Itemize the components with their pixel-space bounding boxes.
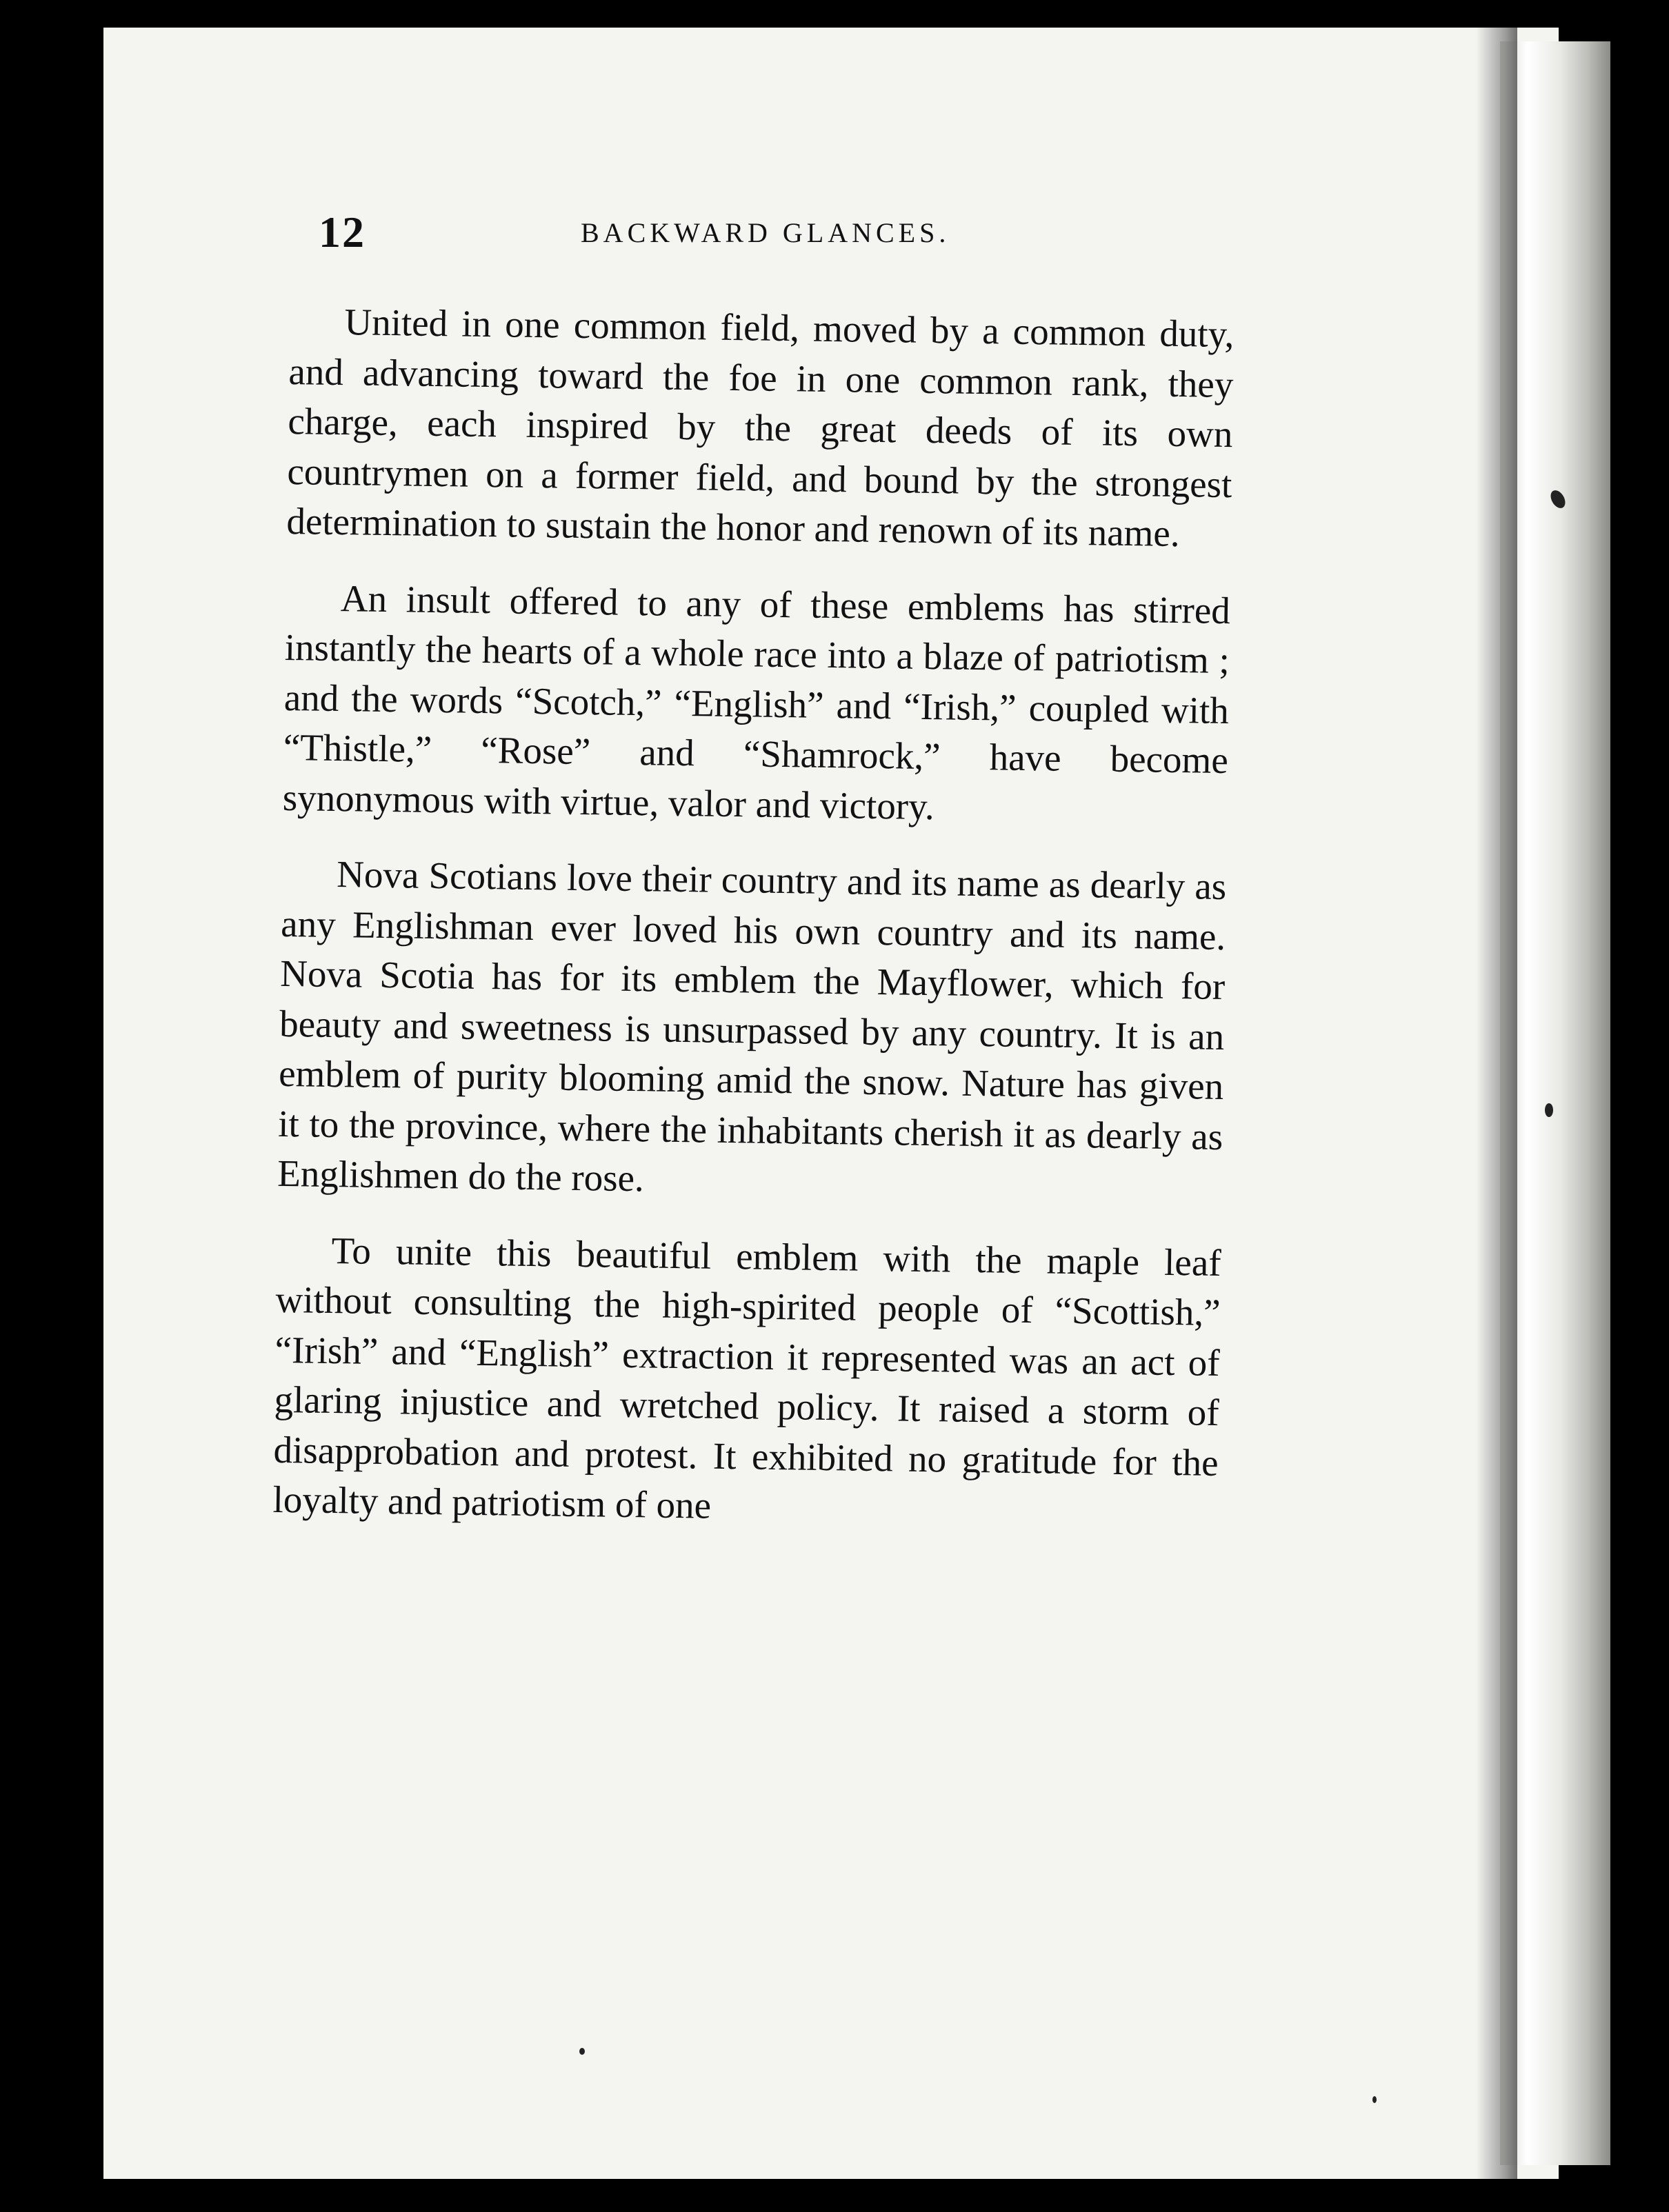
running-title: BACKWARD GLANCES. xyxy=(581,217,950,248)
gutter-shadow xyxy=(1476,28,1517,2179)
page-number: 12 xyxy=(319,208,366,257)
paragraph: An insult offered to any of these emblems has stirred instantly the hearts of a whole race into a blaze of patriotism ; and the words “Scotch,” “English” and “Irish,” coupled with “Thistle,” “Rose” and “Shamrock,” have become synonymous with virtue, valor and victory. xyxy=(282,576,1231,827)
paragraph: Nova Scotians love their country and its name as dearly as any Englishman ever loved his own country and its name. Nova Scotia has for its emblem the Mayflower, which for beauty and sweetness is unsurpassed by any country. It is an emblem of purity blooming amid the snow. Nature has given it to the province, where the inhabitants cherish it as dearly as Englishmen do the rose. xyxy=(277,853,1227,1200)
paragraph: United in one common field, moved by a common duty, and advancing toward the foe in one common rank, they charge, each inspired by the great deeds of its own countrymen on a former field, and bound by the strongest determination to sustain the honor and renown of its name. xyxy=(286,301,1235,555)
scan-speck xyxy=(579,2048,585,2055)
body-text xyxy=(272,296,1235,1564)
scan-left-border xyxy=(0,0,103,2212)
page-header xyxy=(319,207,1305,269)
scan-speck xyxy=(1545,1103,1553,1117)
scan-speck xyxy=(1372,2096,1377,2103)
paragraph: To unite this beautiful emblem with the maple leaf without consulting the high-spirited people of “Scottish,” “Irish” and “English” extraction it represented was an act of glaring injustice and wretched policy. It raised a storm of disapprobation and protest. It exhibited no gratitude for the loyalty and patriotism of one xyxy=(272,1229,1221,1527)
